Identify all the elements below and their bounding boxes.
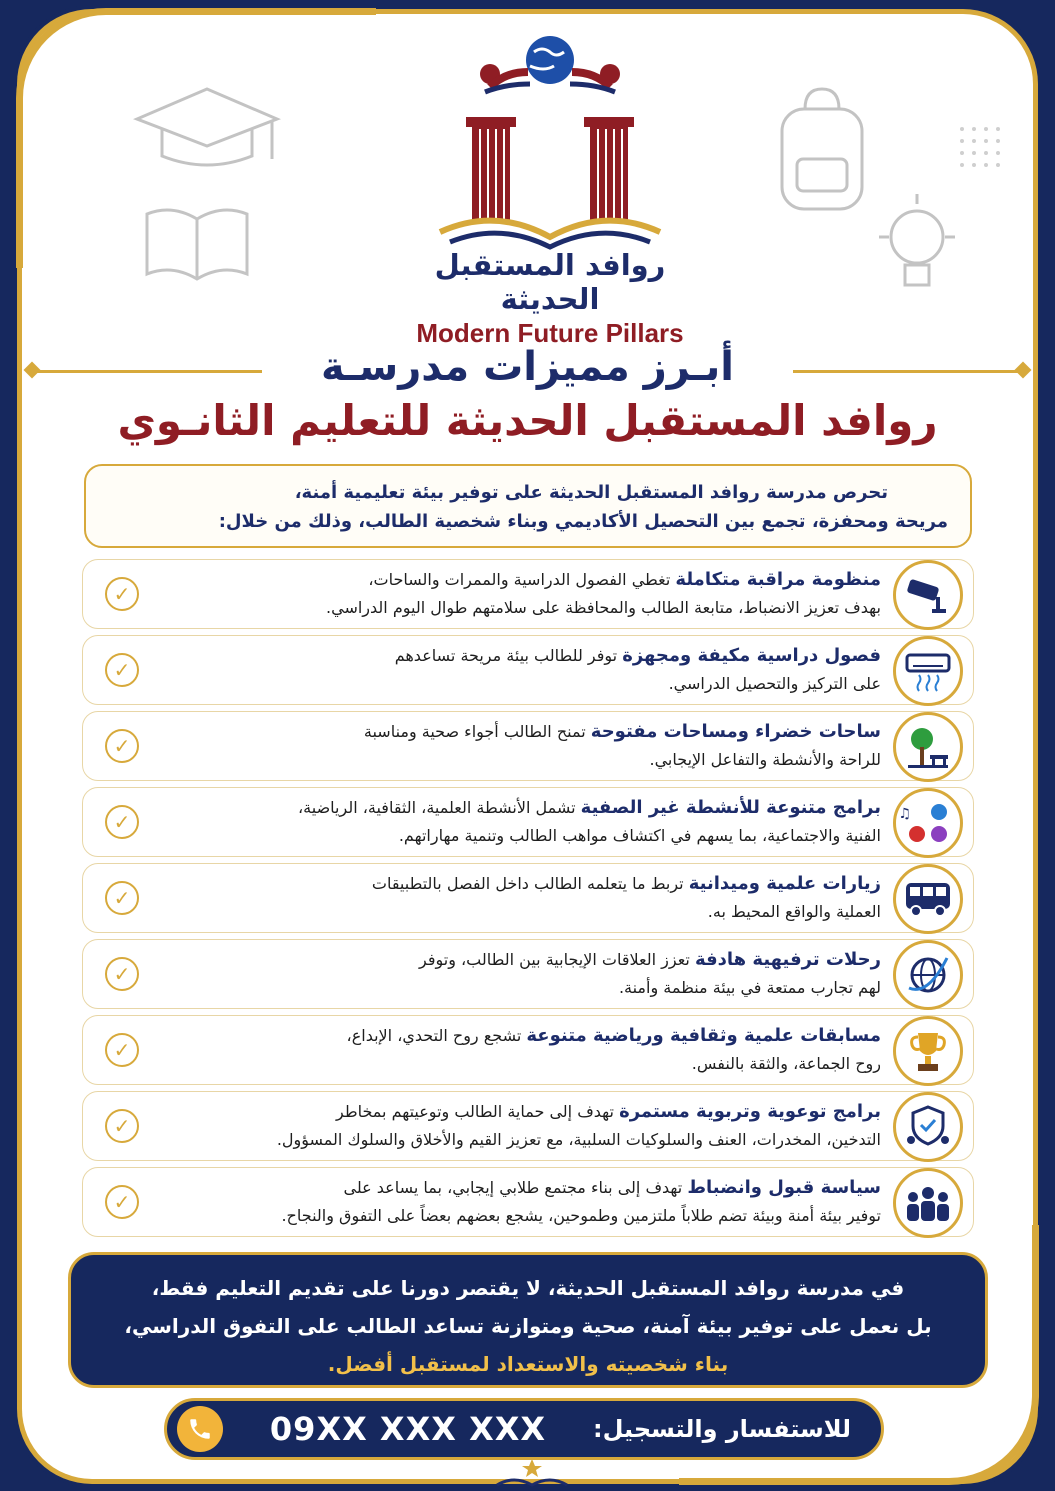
title-line-2: روافد المستقبل الحديثة للتعليم الثانـوي [117, 396, 938, 445]
globe-plane-icon [905, 952, 951, 998]
feature-icon-frame [893, 1016, 963, 1086]
feature-desc-2: للراحة والأنشطة والتفاعل الإيجابي. [649, 750, 881, 769]
check-icon: ✓ [105, 957, 139, 991]
feature-item [82, 559, 974, 629]
feature-item [82, 1091, 974, 1161]
banner-line-2: بل نعمل على توفير بيئة آمنة، صحية ومتوازنة تساعد الطالب على التفوق الدراسي، [124, 1314, 932, 1338]
bus-icon [904, 881, 952, 917]
feature-item [82, 787, 974, 857]
graduation-cap-icon [132, 84, 282, 174]
feature-text [201, 1098, 881, 1154]
lightbulb-icon [867, 189, 967, 309]
park-tree-icon [906, 725, 950, 769]
feature-desc-2: الفنية والاجتماعية، بما يسهم في اكتشاف مواهب الطالب وتنمية مهاراتهم. [398, 826, 881, 845]
feature-icon-frame [893, 864, 963, 934]
open-book-icon [142, 204, 252, 284]
flyer-sheet [22, 14, 1033, 1479]
feature-icon-frame [893, 712, 963, 782]
book-star-icon [492, 1459, 572, 1489]
feature-title: منظومة مراقبة متكاملة [675, 569, 881, 590]
feature-desc-2: روح الجماعة، والثقة بالنفس. [691, 1054, 881, 1073]
phone-number[interactable]: 09XX XXX XXX [269, 1410, 547, 1448]
students-group-icon [904, 1183, 952, 1223]
feature-desc-1: توفر للطالب بيئة مريحة تساعدهم [394, 646, 623, 665]
intro-box [84, 464, 972, 548]
intro-line-2: مريحة ومحفزة، تجمع بين التحصيل الأكاديمي وبناء شخصية الطالب، وذلك من خلال: [218, 511, 948, 532]
feature-icon-frame [893, 560, 963, 630]
feature-text [201, 870, 881, 926]
feature-desc-1: تهدف إلى بناء مجتمع طلابي إيجابي، بما يساعد على [343, 1178, 688, 1197]
feature-title: زيارات علمية وميدانية [688, 873, 881, 894]
feature-title: ساحات خضراء ومساحات مفتوحة [590, 721, 881, 742]
feature-title: مسابقات علمية وثقافية ورياضية متنوعة [526, 1025, 881, 1046]
feature-text [201, 794, 881, 850]
pillars-globe-logo-icon [430, 32, 670, 252]
feature-desc-1: تهدف إلى حماية الطالب وتوعيتهم بمخاطر [336, 1102, 620, 1121]
air-conditioner-icon [905, 651, 951, 691]
feature-icon-frame [893, 1168, 963, 1238]
feature-title: فصول دراسية مكيفة ومجهزة [622, 645, 881, 666]
dots-pattern-icon [957, 124, 1007, 174]
feature-title: برامج توعوية وتربوية مستمرة [619, 1101, 881, 1122]
feature-text [201, 1022, 881, 1078]
contact-label: للاستفسار والتسجيل: [593, 1415, 851, 1443]
feature-title: رحلات ترفيهية هادفة [694, 949, 881, 970]
feature-desc-1: تربط ما يتعلمه الطالب داخل الفصل بالتطبيقات [371, 874, 689, 893]
feature-desc-1: تعزز العلاقات الإيجابية بين الطالب، وتوفر [419, 950, 695, 969]
logo-name-arabic: روافد المستقبل الحديثة [434, 248, 666, 316]
closing-banner [68, 1252, 988, 1388]
feature-icon-frame [893, 636, 963, 706]
feature-title: برامج متنوعة للأنشطة غير الصفية [580, 797, 881, 818]
feature-item [82, 635, 974, 705]
check-icon: ✓ [105, 1109, 139, 1143]
phone-icon [177, 1406, 223, 1452]
feature-desc-1: تمنح الطالب أجواء صحية ومناسبة [363, 722, 591, 741]
feature-text [201, 946, 881, 1002]
feature-item [82, 1167, 974, 1237]
logo-name-english: Modern Future Pillars [416, 318, 684, 348]
feature-item [82, 863, 974, 933]
feature-item [82, 711, 974, 781]
check-icon: ✓ [105, 805, 139, 839]
feature-icon-frame [893, 940, 963, 1010]
feature-desc-2: لهم تجارب ممتعة في بيئة منظمة وأمنة. [618, 978, 881, 997]
feature-text [201, 718, 881, 774]
check-icon: ✓ [105, 729, 139, 763]
feature-desc-2: العملية والواقع المحيط به. [707, 902, 881, 921]
feature-text [201, 1174, 881, 1230]
school-logo [400, 32, 700, 352]
page-title [22, 344, 1033, 445]
feature-icon-frame [893, 788, 963, 858]
feature-item [82, 939, 974, 1009]
feature-item [82, 1015, 974, 1085]
banner-line-3: بناء شخصيته والاستعداد لمستقبل أفضل. [327, 1352, 729, 1376]
check-icon: ✓ [105, 1033, 139, 1067]
check-icon: ✓ [105, 653, 139, 687]
banner-line-1: في مدرسة روافد المستقبل الحديثة، لا يقتصر دورنا على تقديم التعليم فقط، [151, 1276, 905, 1300]
feature-text [201, 642, 881, 698]
features-list [82, 559, 974, 1243]
intro-line-1: تحرص مدرسة روافد المستقبل الحديثة على توفير بيئة تعليمية أمنة، [294, 482, 888, 503]
activities-icon [898, 800, 951, 846]
feature-desc-1: تشمل الأنشطة العلمية، الثقافية، الرياضية، [298, 798, 581, 817]
feature-desc-2: التدخين، المخدرات، العنف والسلوكيات السلبية، مع تعزيز القيم والأخلاق والسلوك المسؤول. [276, 1130, 881, 1149]
check-icon: ✓ [105, 881, 139, 915]
feature-desc-1: تشجع روح التحدي، الإبداع، [346, 1026, 527, 1045]
svg-text:♫: ♫ [898, 806, 911, 822]
cctv-camera-icon [906, 575, 950, 615]
feature-title: سياسة قبول وانضباط [687, 1177, 881, 1198]
shield-people-icon [905, 1104, 951, 1150]
title-line-1: أبـرز مميزات مدرسـة [320, 344, 735, 390]
backpack-icon [767, 84, 877, 214]
trophy-icon [908, 1029, 948, 1073]
feature-text [201, 566, 881, 622]
feature-icon-frame [893, 1092, 963, 1162]
feature-desc-2: على التركيز والتحصيل الدراسي. [668, 674, 881, 693]
feature-desc-2: توفير بيئة أمنة وبيئة تضم طلاباً ملتزمين وطموحين، يشجع بعضهم بعضاً على التفوق والنجاح. [281, 1206, 881, 1225]
feature-desc-1: تغطي الفصول الدراسية والممرات والساحات، [368, 570, 676, 589]
feature-desc-2: بهدف تعزيز الانضباط، متابعة الطالب والمحافظة على سلامتهم طوال اليوم الدراسي. [326, 598, 881, 617]
contact-bar [164, 1398, 884, 1460]
check-icon: ✓ [105, 577, 139, 611]
check-icon: ✓ [105, 1185, 139, 1219]
